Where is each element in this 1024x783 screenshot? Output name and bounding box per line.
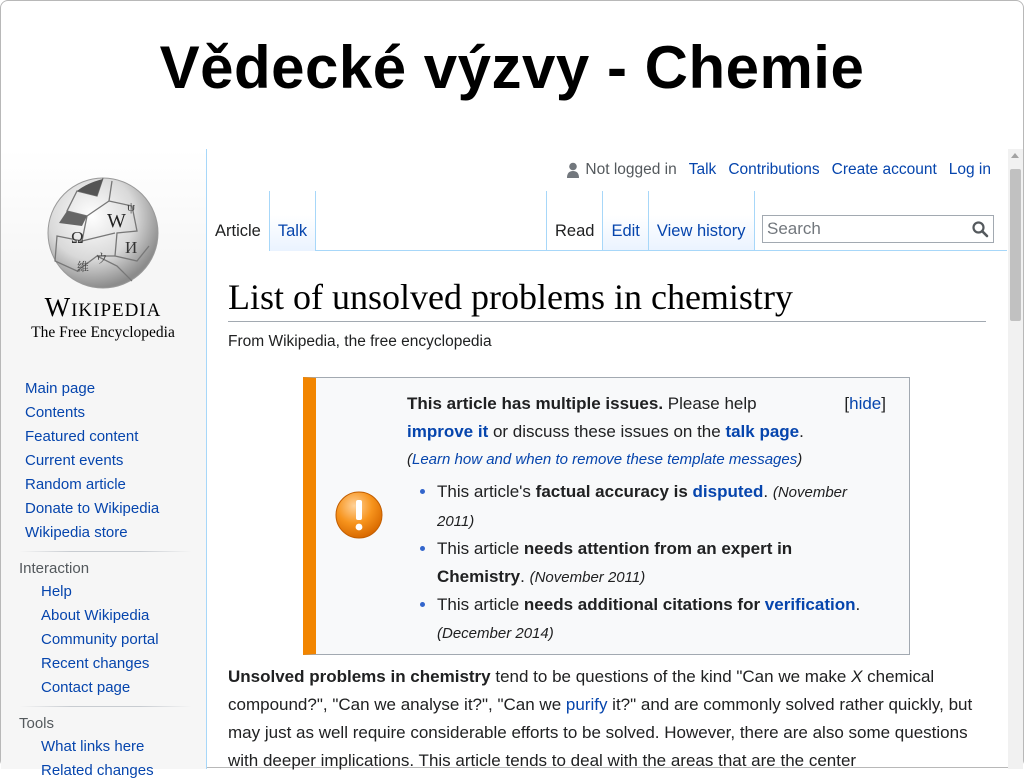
nav-wikipedia-store[interactable]: Wikipedia store bbox=[25, 524, 128, 541]
intro-text-2: chemical compound?", "Can we analyse it?", "Can we bbox=[228, 667, 935, 714]
tab-article[interactable]: Article bbox=[207, 191, 270, 251]
issue-suffix: . bbox=[763, 482, 773, 501]
page-title: List of unsolved problems in chemistry bbox=[228, 277, 986, 322]
personal-talk-link[interactable]: Talk bbox=[688, 161, 717, 178]
create-account-link[interactable]: Create account bbox=[831, 161, 937, 178]
nav-contact-page[interactable]: Contact page bbox=[41, 679, 131, 696]
intro-text-3: it?" and are commonly solved rather quickly, but may just as well require considerable efforts to be solved. However, there are also some questions with deeper implications. This article tends to deal with the areas that are the center bbox=[228, 695, 973, 770]
logo-tagline: The Free Encyclopedia bbox=[31, 324, 175, 341]
issue-prefix: This article bbox=[437, 539, 524, 558]
intro-italic: X bbox=[851, 667, 863, 686]
vertical-scrollbar[interactable] bbox=[1008, 149, 1023, 769]
view-tabs bbox=[546, 191, 755, 251]
issue-date: (November 2011) bbox=[437, 484, 848, 530]
search-box bbox=[762, 215, 994, 243]
search-icon bbox=[972, 221, 988, 237]
interaction-heading: Interaction bbox=[19, 560, 90, 577]
log-in-link[interactable]: Log in bbox=[948, 161, 991, 178]
interaction-portal bbox=[1, 558, 206, 700]
nav-help[interactable]: Help bbox=[41, 583, 72, 600]
svg-text:ウ: ウ bbox=[95, 251, 109, 266]
intro-paragraph bbox=[228, 663, 988, 775]
window-title: Vědecké výzvy - Chemie bbox=[159, 34, 865, 101]
learn-how-link[interactable]: Learn how and when to remove these template messages bbox=[412, 451, 798, 468]
browser-viewport bbox=[1, 149, 1023, 779]
namespace-tabs bbox=[207, 191, 316, 251]
disputed-link[interactable]: disputed bbox=[692, 482, 764, 501]
issue-suffix: . bbox=[855, 595, 861, 614]
learn-close-paren: ) bbox=[797, 451, 803, 468]
learn-open-paren: ( bbox=[407, 451, 412, 468]
issues-text bbox=[407, 390, 886, 647]
tools-portal bbox=[1, 713, 206, 783]
warning-icon bbox=[334, 490, 384, 540]
issue-prefix: This article bbox=[437, 595, 524, 614]
svg-text:W: W bbox=[107, 210, 126, 232]
nav-about-wikipedia[interactable]: About Wikipedia bbox=[41, 607, 150, 624]
issue-prefix: This article's bbox=[437, 482, 536, 501]
talk-page-link[interactable]: talk page bbox=[725, 422, 800, 441]
content-top-border bbox=[546, 250, 1007, 251]
issues-mid-text: or discuss these issues on the bbox=[488, 422, 726, 441]
navigation-portal bbox=[1, 377, 206, 783]
search-button[interactable] bbox=[967, 216, 993, 242]
search-input[interactable] bbox=[763, 217, 967, 241]
personal-contributions-link[interactable]: Contributions bbox=[728, 161, 820, 178]
nav-recent-changes[interactable]: Recent changes bbox=[41, 655, 150, 672]
not-logged-in-label: Not logged in bbox=[585, 161, 677, 178]
issue-bold: factual accuracy is bbox=[535, 482, 693, 501]
nav-related-changes[interactable]: Related changes bbox=[41, 762, 154, 779]
issue-bold: needs additional citations for bbox=[523, 595, 765, 614]
tools-heading: Tools bbox=[19, 715, 55, 732]
nav-random-article[interactable]: Random article bbox=[25, 476, 126, 493]
user-icon bbox=[566, 162, 580, 178]
left-sidebar bbox=[1, 149, 207, 779]
issue-item bbox=[437, 478, 877, 535]
tab-read[interactable]: Read bbox=[547, 191, 603, 251]
hide-close-bracket: ] bbox=[881, 394, 886, 413]
tab-edit[interactable]: Edit bbox=[603, 191, 648, 251]
issue-date: (December 2014) bbox=[437, 624, 554, 642]
svg-text:Ω: Ω bbox=[71, 228, 84, 247]
wikipedia-globe-icon bbox=[37, 171, 169, 291]
improve-it-link[interactable]: improve it bbox=[407, 422, 489, 441]
nav-donate[interactable]: Donate to Wikipedia bbox=[25, 500, 160, 517]
issue-bold: needs attention from an expert in Chemistry bbox=[437, 539, 793, 586]
hide-open-bracket: [ bbox=[844, 394, 850, 413]
wikipedia-logo[interactable] bbox=[23, 167, 183, 347]
svg-text:維: 維 bbox=[77, 260, 90, 274]
anon-status bbox=[566, 161, 676, 179]
scroll-up-arrow-icon[interactable] bbox=[1011, 153, 1019, 158]
nav-community-portal[interactable]: Community portal bbox=[41, 631, 159, 648]
tab-talk[interactable]: Talk bbox=[270, 191, 316, 251]
tabs-underline bbox=[316, 250, 546, 251]
site-subtitle: From Wikipedia, the free encyclopedia bbox=[228, 333, 492, 350]
hide-link[interactable]: hide bbox=[849, 394, 882, 413]
issue-item bbox=[437, 535, 877, 591]
issue-suffix: . bbox=[520, 566, 530, 586]
intro-bold: Unsolved problems in chemistry bbox=[228, 667, 491, 686]
issues-end-text: . bbox=[799, 422, 804, 441]
personal-tools bbox=[566, 161, 991, 179]
issues-list bbox=[407, 478, 877, 647]
svg-text:ψ: ψ bbox=[127, 199, 136, 214]
verification-link[interactable]: verification bbox=[764, 595, 856, 614]
nav-current-events[interactable]: Current events bbox=[25, 452, 124, 469]
purify-link[interactable]: purify bbox=[565, 695, 608, 714]
nav-what-links-here[interactable]: What links here bbox=[41, 738, 145, 755]
svg-text:И: И bbox=[125, 238, 138, 257]
learn-note bbox=[407, 446, 877, 474]
intro-text-1: tend to be questions of the kind "Can we make bbox=[490, 667, 852, 686]
scrollbar-thumb[interactable] bbox=[1010, 169, 1021, 321]
nav-featured-content[interactable]: Featured content bbox=[25, 428, 139, 445]
issue-date: (November 2011) bbox=[529, 568, 646, 586]
tab-view-history[interactable]: View history bbox=[649, 191, 755, 251]
issue-item bbox=[437, 591, 877, 647]
nav-main-page[interactable]: Main page bbox=[25, 380, 96, 397]
multiple-issues-box bbox=[303, 377, 910, 655]
nav-contents[interactable]: Contents bbox=[25, 404, 86, 421]
hide-toggle bbox=[844, 390, 886, 418]
logo-wordmark: Wikipedia bbox=[44, 292, 162, 322]
issues-heading: This article has multiple issues. bbox=[407, 394, 664, 413]
issues-heading-text: Please help bbox=[663, 394, 757, 413]
